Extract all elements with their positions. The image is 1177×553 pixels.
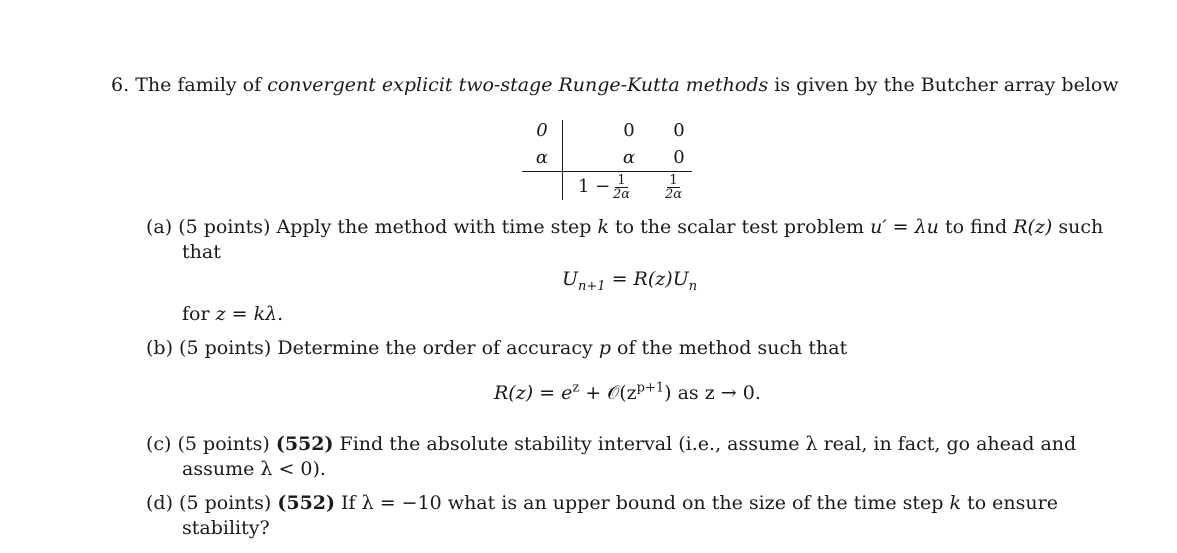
intro-text-pre: The family of: [135, 74, 262, 96]
part-b-points: (5 points): [179, 337, 272, 359]
part-c-label: (c): [146, 433, 172, 455]
part-a-display-sub1: n+1: [578, 278, 606, 294]
part-d-text-2: to ensure: [967, 492, 1058, 514]
part-d-line-2: stability?: [182, 517, 270, 539]
part-d-points: (5 points): [179, 492, 272, 514]
part-a-for-text: for: [182, 303, 210, 325]
part-a-rz: R(z): [1013, 216, 1053, 238]
part-d-text-1: If λ = −10 what is an upper bound on the size of the time step: [341, 492, 944, 514]
part-a-line-2: that: [182, 241, 221, 263]
part-a-for-line: [182, 302, 283, 326]
butcher-c2: α: [535, 147, 549, 168]
part-a-text-3: to find: [944, 216, 1008, 238]
part-c-points: (5 points): [177, 433, 270, 455]
butcher-a22: 0: [673, 147, 685, 168]
part-b-display-lhs: R(z) = e: [494, 382, 573, 404]
part-a-label: (a): [146, 216, 173, 238]
part-a-display-mid: = R(z)U: [605, 268, 689, 290]
part-a-for-eq: z = kλ.: [215, 303, 284, 325]
butcher-b1-prefix: 1 −: [578, 176, 611, 197]
intro-text-post: is given by the Butcher array below: [774, 74, 1119, 96]
part-d-tag: (552): [277, 492, 335, 514]
part-a-equation: u′ = λu: [870, 216, 939, 238]
part-b-display-rhs: ) as z → 0.: [664, 382, 761, 404]
butcher-b2-numerator: 1: [669, 173, 678, 188]
intro-text-italic: convergent explicit two-stage Runge-Kutta methods: [267, 74, 769, 96]
part-c-line-2: assume λ < 0).: [182, 458, 326, 480]
part-b-var-p: p: [598, 337, 611, 359]
part-b-display-mid: + 𝒪(z: [579, 382, 637, 404]
part-b-display-equation: [494, 381, 761, 405]
butcher-b1-denominator: 2α: [613, 187, 631, 202]
butcher-c1: 0: [536, 120, 548, 141]
problem-statement: [111, 73, 1119, 97]
part-c-text-1: Find the absolute stability interval (i.e., assume λ real, in fact, go ahead and: [339, 433, 1077, 455]
butcher-array: [522, 118, 702, 203]
butcher-b2-fraction: [663, 174, 684, 201]
butcher-a12: 0: [673, 120, 685, 141]
butcher-a21: α: [622, 147, 636, 168]
part-b-text-2: of the method such that: [617, 337, 848, 359]
problem-number: 6.: [111, 74, 130, 96]
part-a-text-1: Apply the method with time step: [276, 216, 592, 238]
part-c-line-1: [146, 432, 1076, 456]
part-a-display-u: U: [562, 268, 579, 290]
part-b-line-1: [146, 336, 847, 360]
part-a-display-equation: [562, 267, 698, 294]
part-d-label: (d): [146, 492, 173, 514]
part-b-text-1: Determine the order of accuracy: [277, 337, 593, 359]
butcher-b1-fraction: [611, 174, 632, 201]
butcher-b1-numerator: 1: [617, 173, 626, 188]
butcher-vertical-rule: [562, 120, 563, 200]
part-a-display-sub2: n: [688, 278, 698, 294]
part-a-var-k: k: [597, 216, 609, 238]
part-d-var-k: k: [949, 492, 962, 514]
butcher-b2-denominator: 2α: [665, 187, 683, 202]
part-a-points: (5 points): [178, 216, 271, 238]
part-b-display-sup: z: [572, 380, 580, 396]
part-a-line-1: [146, 215, 1103, 239]
part-b-display-sup2: p+1: [636, 380, 665, 396]
part-a-text-4: such: [1058, 216, 1104, 238]
butcher-horizontal-rule: [522, 171, 692, 172]
part-b-label: (b): [146, 337, 173, 359]
butcher-a11: 0: [623, 120, 635, 141]
part-c-tag: (552): [275, 433, 334, 455]
part-a-text-2: to the scalar test problem: [615, 216, 865, 238]
part-d-line-1: [146, 491, 1058, 515]
